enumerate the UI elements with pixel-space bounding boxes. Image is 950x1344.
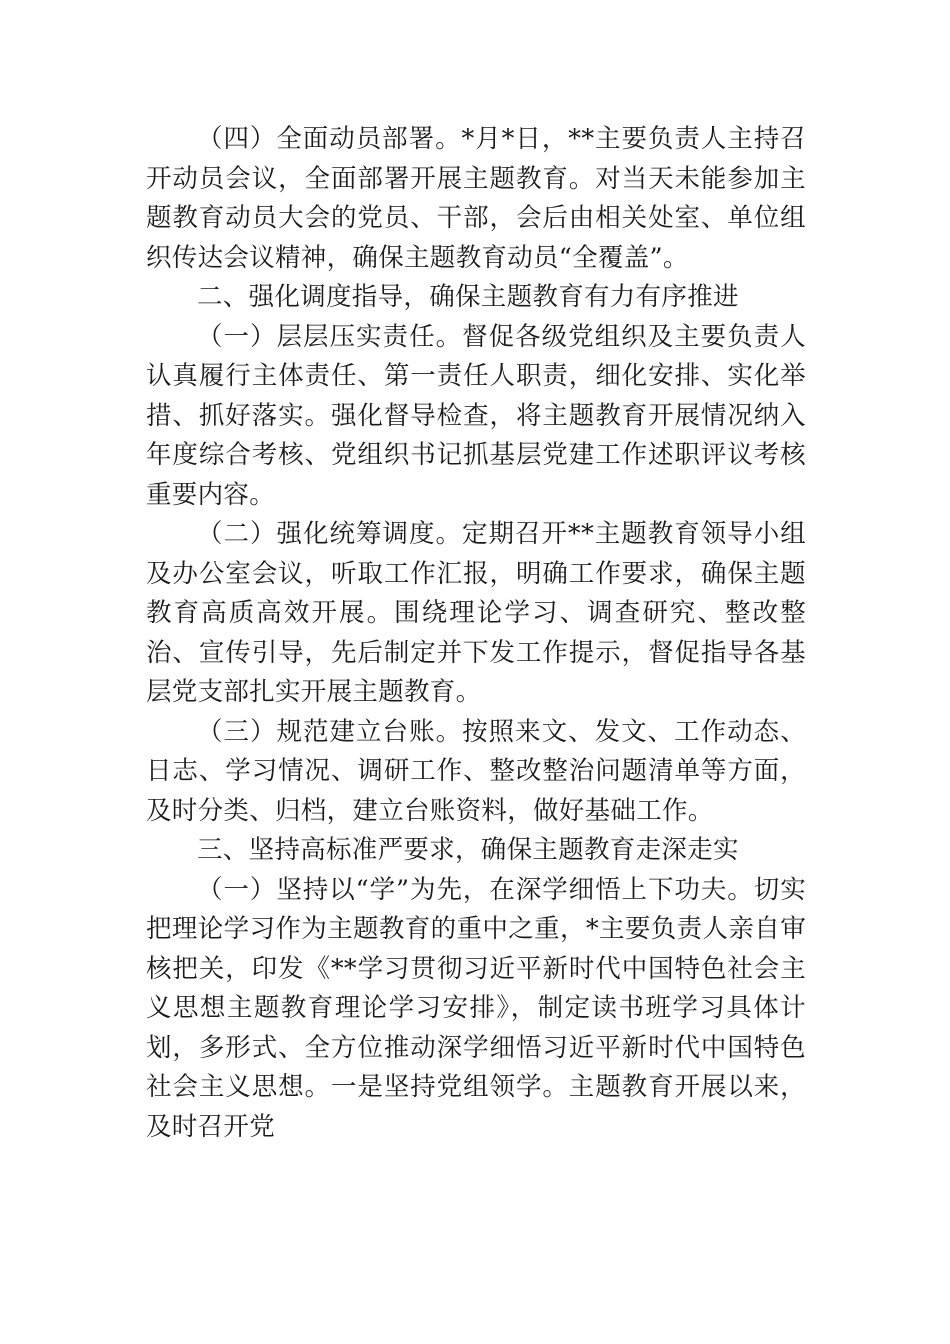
paragraph-coordination: （二）强化统筹调度。定期召开**主题教育领导小组及办公室会议，听取工作汇报，明确工作要求，确保主题教育高质高效开展。围绕理论学习、调查研究、整改整治、宣传引导，先后制定并下发工作提示，督促指导各基层党支部扎实开展主题教育。 <box>146 519 806 707</box>
document-body <box>146 120 806 1147</box>
paragraph-responsibility: （一）层层压实责任。督促各级党组织及主要负责人认真履行主体责任、第一责任人职责，细化安排、实化举措、抓好落实。强化督导检查，将主题教育开展情况纳入年度综合考核、党组织书记抓基层党建工作述职评议考核重要内容。 <box>146 321 806 510</box>
section-heading-2: 二、强化调度指导，确保主题教育有力有序推进 <box>197 282 739 312</box>
paragraph-study: （一）坚持以“学”为先，在深学细悟上下功夫。切实把理论学习作为主题教育的重中之重，*主要负责人亲自审核把关，印发《**学习贯彻习近平新时代中国特色社会主义思想主题教育理论学习安排》，制定读书班学习具体计划，多形式、全方位推动深学细悟习近平新时代中国特色社会主义思想。一是坚持党组领学。主题教育开展以来，及时召开党 <box>146 874 806 1142</box>
paragraph-ledger: （三）规范建立台账。按照来文、发文、工作动态、日志、学习情况、调研工作、整改整治问题清单等方面，及时分类、归档，建立台账资料，做好基础工作。 <box>146 716 806 826</box>
section-heading-3: 三、坚持高标准严要求，确保主题教育走深走实 <box>197 835 739 865</box>
paragraph-mobilization: （四）全面动员部署。*月*日，**主要负责人主持召开动员会议，全面部署开展主题教育。对当天未能参加主题教育动员大会的党员、干部，会后由相关处室、单位组织传达会议精神，确保主题教育动员“全覆盖”。 <box>146 124 806 273</box>
